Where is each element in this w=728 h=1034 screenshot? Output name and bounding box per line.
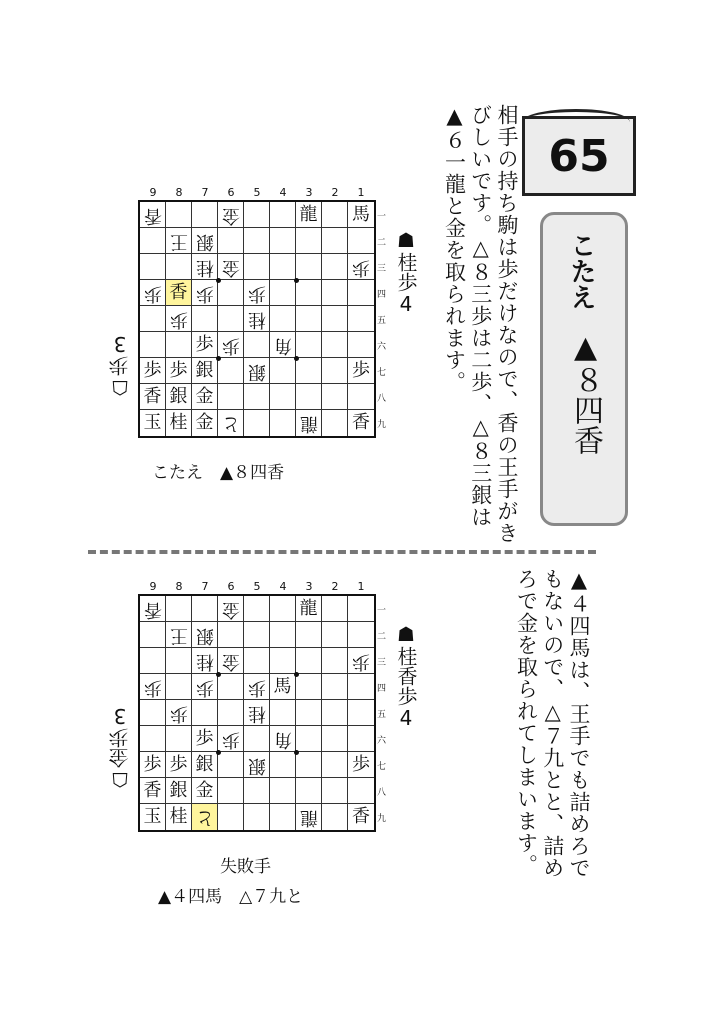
board-square (218, 410, 244, 436)
board-square (140, 280, 166, 306)
rank-label: 三 (377, 263, 387, 274)
board-square (296, 596, 322, 622)
file-label: 2 (331, 580, 339, 593)
dashed-divider (88, 550, 596, 554)
board-square (218, 622, 244, 648)
rank-label: 九 (377, 813, 387, 824)
board-square (192, 384, 218, 410)
board-square (348, 384, 374, 410)
board-square (166, 674, 192, 700)
rank-labels (377, 596, 386, 830)
board-square (270, 752, 296, 778)
board-square (244, 228, 270, 254)
failure-caption-moves: ▲４四馬 △７九と (158, 887, 304, 907)
board-square (218, 648, 244, 674)
gote-piece: 歩 (352, 256, 370, 278)
board-square (322, 778, 348, 804)
sente-piece: 金 (195, 779, 214, 801)
rank-label: 一 (377, 211, 387, 222)
board-square (270, 622, 296, 648)
rank-labels (377, 202, 386, 436)
gote-piece: 桂 (247, 702, 266, 724)
sente-piece: 歩 (352, 753, 370, 775)
board-square (296, 306, 322, 332)
board-square (218, 228, 244, 254)
gote-piece: 金 (221, 598, 240, 620)
file-label: 5 (253, 186, 261, 199)
sente-hand (396, 622, 416, 730)
board-square (270, 202, 296, 228)
board-square (270, 700, 296, 726)
gote-piece: 歩 (247, 676, 266, 698)
failure-board-diagram (138, 580, 398, 834)
file-label: 6 (227, 186, 235, 199)
board-square (322, 280, 348, 306)
board-square (192, 358, 218, 384)
gote-piece: 龍 (299, 413, 318, 434)
gote-piece: 歩 (169, 308, 188, 330)
rank-label: 四 (377, 683, 387, 694)
board-square (140, 358, 166, 384)
sente-hand-count: 4 (394, 706, 418, 730)
sente-piece: 龍 (299, 203, 318, 225)
board-square (218, 804, 244, 830)
board-square (192, 674, 218, 700)
answer-board-caption: こたえ ▲８四香 (152, 463, 285, 483)
board-square (244, 202, 270, 228)
board-square (218, 332, 244, 358)
board-square (270, 778, 296, 804)
board-square (244, 332, 270, 358)
board-square (244, 648, 270, 674)
board-square (192, 596, 218, 622)
board-square (348, 674, 374, 700)
file-label: 7 (201, 580, 209, 593)
sente-hand-pieces: ☗桂歩 (394, 228, 418, 292)
board-square (140, 726, 166, 752)
board-square (348, 726, 374, 752)
file-label: 9 (149, 580, 157, 593)
board-square (140, 254, 166, 280)
file-label: 6 (227, 580, 235, 593)
board-square (218, 726, 244, 752)
gote-piece: 桂 (247, 308, 266, 330)
gote-piece: 香 (143, 204, 162, 226)
answer-heading: こたえ (566, 232, 596, 310)
explanation-text: 相手の持ち駒は歩だけなので、香の王手がきびしいです。△８三歩は二歩、△８三銀は▲６一龍と金を取られます。 (442, 104, 519, 544)
board-square (348, 804, 374, 830)
board-square (140, 752, 166, 778)
gote-hand-pieces: ☖金歩 (108, 728, 132, 792)
board-square (348, 280, 374, 306)
board-square (218, 384, 244, 410)
star-point (294, 750, 299, 755)
board-square (192, 228, 218, 254)
board-square (270, 648, 296, 674)
sente-piece: 銀 (169, 779, 188, 801)
board-square (296, 254, 322, 280)
board-square (244, 726, 270, 752)
board-square (296, 778, 322, 804)
board-square (296, 700, 322, 726)
sente-piece: 龍 (299, 597, 318, 619)
board-square (166, 778, 192, 804)
sente-piece: 香 (143, 779, 162, 801)
gote-piece: 香 (143, 598, 162, 620)
rank-label: 一 (377, 605, 387, 616)
board-square (270, 228, 296, 254)
gote-hand-count: 3 (108, 332, 132, 356)
board-square (296, 410, 322, 436)
sente-hand-count: 4 (394, 292, 418, 316)
file-label: 7 (201, 186, 209, 199)
board-square (348, 254, 374, 280)
board-square (140, 228, 166, 254)
board-square (192, 804, 218, 830)
gote-piece: と (221, 413, 240, 434)
gote-piece: 銀 (195, 624, 214, 646)
star-point (216, 750, 221, 755)
board-square (166, 358, 192, 384)
gote-piece: 歩 (352, 650, 370, 672)
rank-label: 九 (377, 419, 387, 430)
board-square (270, 332, 296, 358)
sente-piece: 桂 (169, 412, 188, 433)
board-square (348, 228, 374, 254)
rank-label: 五 (377, 709, 387, 720)
board-square (322, 202, 348, 228)
answer-move: ▲８四香 (568, 330, 603, 455)
gote-piece: 角 (273, 728, 292, 750)
board-square (192, 306, 218, 332)
star-point (294, 672, 299, 677)
file-label: 3 (305, 580, 313, 593)
board-square (140, 700, 166, 726)
gote-piece: 歩 (195, 282, 214, 304)
board-square (270, 596, 296, 622)
board-square (296, 384, 322, 410)
file-label: 5 (253, 580, 261, 593)
rank-label: 二 (377, 237, 387, 248)
sente-piece: 歩 (195, 727, 214, 749)
sente-piece: 歩 (195, 333, 214, 355)
board-square (348, 332, 374, 358)
board-square (322, 306, 348, 332)
rank-label: 五 (377, 315, 387, 326)
gote-piece: 歩 (221, 334, 240, 356)
board-square (322, 804, 348, 830)
board-square (244, 254, 270, 280)
board-square (322, 648, 348, 674)
board-square (166, 332, 192, 358)
board-square (348, 648, 374, 674)
star-point (216, 356, 221, 361)
board-square (140, 778, 166, 804)
rank-label: 七 (377, 367, 387, 378)
board-square (192, 254, 218, 280)
board-square (244, 358, 270, 384)
file-label: 1 (357, 580, 365, 593)
sente-piece: 銀 (195, 359, 214, 381)
board-square (270, 674, 296, 700)
gote-piece: 桂 (195, 650, 214, 672)
sente-piece: 歩 (169, 753, 188, 775)
board-square (244, 410, 270, 436)
board-square (166, 752, 192, 778)
board-square (140, 332, 166, 358)
file-label: 4 (279, 186, 287, 199)
board-square (244, 674, 270, 700)
board-square (270, 804, 296, 830)
board-square (166, 726, 192, 752)
board-square (322, 622, 348, 648)
board-square (270, 358, 296, 384)
board-square (218, 752, 244, 778)
board-square (270, 726, 296, 752)
board-square (322, 596, 348, 622)
board-square (296, 674, 322, 700)
board-square (244, 280, 270, 306)
board-square (270, 280, 296, 306)
board-square (166, 410, 192, 436)
board-square (140, 202, 166, 228)
board-square (296, 358, 322, 384)
file-label: 8 (175, 580, 183, 593)
board-square (296, 202, 322, 228)
rank-label: 三 (377, 657, 387, 668)
gote-hand-pieces: ☖歩 (108, 356, 132, 400)
board-square (192, 280, 218, 306)
board-square (166, 280, 192, 306)
board-square (166, 202, 192, 228)
star-point (216, 672, 221, 677)
board-square (218, 202, 244, 228)
gote-piece: 王 (169, 230, 188, 252)
sente-hand-pieces: ☗桂香歩 (394, 622, 418, 706)
rank-label: 六 (377, 735, 387, 746)
board-square (140, 306, 166, 332)
board-square (348, 700, 374, 726)
gote-piece: 銀 (247, 360, 266, 382)
rank-label: 八 (377, 787, 387, 798)
board-square (218, 254, 244, 280)
gote-piece: 歩 (143, 282, 162, 304)
sente-piece: 香 (143, 385, 162, 407)
board-square (166, 622, 192, 648)
gote-piece: 王 (169, 624, 188, 646)
gote-hand-count: 3 (108, 704, 132, 728)
board-square (348, 752, 374, 778)
rank-label: 四 (377, 289, 387, 300)
board-square (192, 700, 218, 726)
board-square (296, 280, 322, 306)
gote-piece: 桂 (195, 256, 214, 278)
rank-label: 八 (377, 393, 387, 404)
board-square (140, 596, 166, 622)
board-square (348, 358, 374, 384)
board-square (218, 306, 244, 332)
board-square (192, 726, 218, 752)
board-square (140, 622, 166, 648)
board-square (348, 410, 374, 436)
board-square (244, 306, 270, 332)
board-square (348, 622, 374, 648)
board-square (348, 306, 374, 332)
sente-piece: 歩 (169, 359, 188, 381)
shogi-board (138, 594, 376, 832)
board-square (244, 622, 270, 648)
board-square (166, 648, 192, 674)
gote-piece: 金 (221, 256, 240, 278)
board-square (218, 280, 244, 306)
board-square (322, 332, 348, 358)
shogi-board (138, 200, 376, 438)
board-square (244, 778, 270, 804)
gote-piece: 龍 (299, 807, 318, 828)
board-square (244, 700, 270, 726)
gote-piece: 歩 (221, 728, 240, 750)
board-square (322, 752, 348, 778)
sente-piece: 馬 (352, 203, 370, 225)
board-square (218, 778, 244, 804)
board-square (192, 332, 218, 358)
file-labels (140, 186, 374, 199)
board-square (296, 648, 322, 674)
board-square (166, 596, 192, 622)
board-square (192, 622, 218, 648)
board-square (140, 384, 166, 410)
board-square (270, 410, 296, 436)
gote-piece: 歩 (247, 282, 266, 304)
board-square (192, 648, 218, 674)
board-square (270, 254, 296, 280)
board-square (296, 752, 322, 778)
star-point (294, 356, 299, 361)
sente-piece: 歩 (143, 753, 162, 775)
rank-label: 二 (377, 631, 387, 642)
board-square (166, 306, 192, 332)
failure-caption-title: 失敗手 (220, 857, 271, 877)
board-square (244, 752, 270, 778)
sente-piece: 銀 (169, 385, 188, 407)
board-square (244, 804, 270, 830)
board-square (322, 228, 348, 254)
board-square (270, 384, 296, 410)
board-square (140, 804, 166, 830)
board-square (192, 752, 218, 778)
file-label: 1 (357, 186, 365, 199)
sente-piece: 馬 (273, 675, 292, 697)
file-label: 4 (279, 580, 287, 593)
board-square (296, 804, 322, 830)
board-square (322, 674, 348, 700)
sente-piece: 香 (169, 281, 188, 303)
board-square (166, 700, 192, 726)
board-square (140, 674, 166, 700)
board-square (218, 700, 244, 726)
board-square (296, 332, 322, 358)
board-square (322, 700, 348, 726)
board-square (140, 648, 166, 674)
sente-piece: 歩 (352, 359, 370, 381)
board-square (322, 384, 348, 410)
sente-piece: 玉 (143, 806, 162, 827)
board-square (218, 596, 244, 622)
board-square (166, 228, 192, 254)
board-square (270, 306, 296, 332)
problem-number-badge (522, 116, 636, 196)
board-square (166, 384, 192, 410)
board-square (322, 358, 348, 384)
sente-piece: 香 (352, 806, 370, 827)
gote-piece: と (195, 807, 214, 828)
answer-board-diagram (138, 186, 398, 440)
problem-number: 65 (548, 130, 610, 182)
file-label: 2 (331, 186, 339, 199)
gote-piece: 銀 (195, 230, 214, 252)
board-square (166, 804, 192, 830)
board-square (140, 410, 166, 436)
file-label: 9 (149, 186, 157, 199)
board-square (322, 254, 348, 280)
sente-piece: 歩 (143, 359, 162, 381)
file-label: 8 (175, 186, 183, 199)
sente-piece: 香 (352, 412, 370, 433)
board-square (192, 778, 218, 804)
file-labels (140, 580, 374, 593)
rank-label: 七 (377, 761, 387, 772)
board-square (218, 358, 244, 384)
gote-hand (110, 704, 130, 792)
board-square (322, 410, 348, 436)
gote-piece: 歩 (169, 702, 188, 724)
board-square (192, 410, 218, 436)
sente-piece: 銀 (195, 753, 214, 775)
board-square (348, 202, 374, 228)
board-square (296, 726, 322, 752)
gote-piece: 金 (221, 650, 240, 672)
board-square (244, 384, 270, 410)
sente-piece: 金 (195, 385, 214, 407)
board-square (348, 596, 374, 622)
board-square (348, 778, 374, 804)
board-square (322, 726, 348, 752)
file-label: 3 (305, 186, 313, 199)
board-square (192, 202, 218, 228)
gote-hand (110, 332, 130, 400)
star-point (216, 278, 221, 283)
failure-explanation-text: ▲４四馬は、王手でも詰めろでもないので、△７九とと、詰めろで金を取られてしまいます。 (514, 568, 591, 879)
board-square (244, 596, 270, 622)
gote-piece: 角 (273, 334, 292, 356)
sente-piece: 玉 (143, 412, 162, 433)
gote-piece: 金 (221, 204, 240, 226)
board-square (296, 228, 322, 254)
board-square (296, 622, 322, 648)
gote-piece: 歩 (143, 676, 162, 698)
rank-label: 六 (377, 341, 387, 352)
star-point (294, 278, 299, 283)
sente-piece: 桂 (169, 806, 188, 827)
board-square (166, 254, 192, 280)
sente-piece: 金 (195, 412, 214, 433)
gote-piece: 銀 (247, 754, 266, 776)
gote-piece: 歩 (195, 676, 214, 698)
sente-hand (396, 228, 416, 316)
board-square (218, 674, 244, 700)
